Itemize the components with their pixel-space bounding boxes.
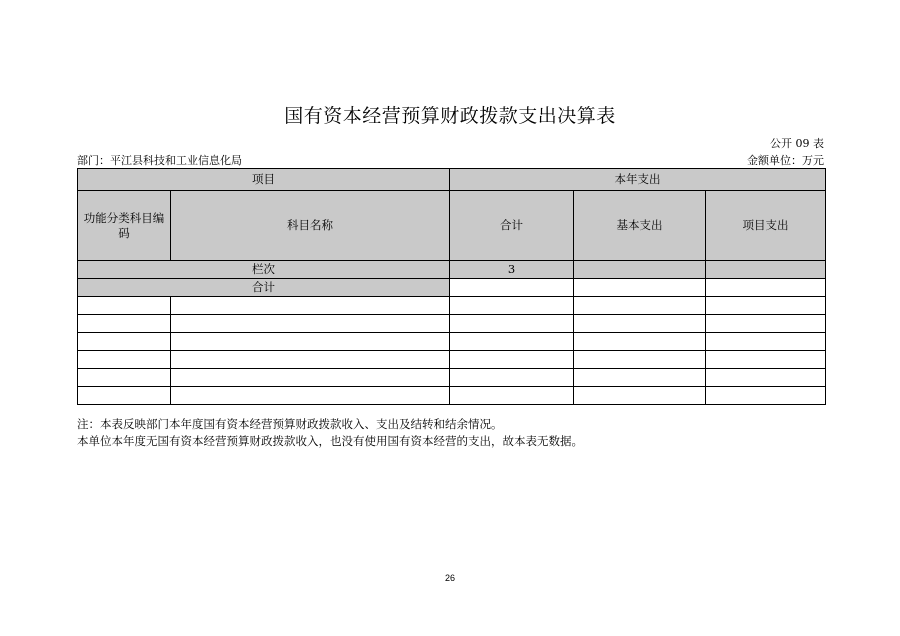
table-cell [78,333,171,351]
table-cell [450,369,574,387]
page-title: 国有资本经营预算财政拨款支出决算表 [284,105,616,127]
header-row-1 [78,169,826,191]
page-number: 26 [444,573,455,583]
table-cell [574,369,706,387]
table-cell [706,351,826,369]
table-cell [706,315,826,333]
table-cell [78,351,171,369]
table-cell [706,369,826,387]
amount-unit-label: 金额单位：万元 [747,154,824,167]
table-cell [450,333,574,351]
total-row-total [450,279,574,297]
table-row [78,297,826,315]
table-cell [78,315,171,333]
total-row-project [706,279,826,297]
column-header-basic: 基本支出 [574,191,706,261]
table-cell [171,297,450,315]
total-row-label: 合计 [78,279,450,297]
table-cell [706,297,826,315]
budget-table [77,168,826,405]
column-number-project [706,261,826,279]
table-cell [450,387,574,405]
header-project: 项目 [78,169,450,191]
total-row-basic [574,279,706,297]
table-cell [450,315,574,333]
total-row [78,279,826,297]
table-cell [574,351,706,369]
table-cell [171,387,450,405]
table-cell [574,387,706,405]
table-cell [78,297,171,315]
table-cell [78,369,171,387]
table-cell [574,333,706,351]
table-cell [574,297,706,315]
column-header-total: 合计 [450,191,574,261]
column-number-total: 3 [450,261,574,279]
table-cell [706,387,826,405]
table-cell [78,387,171,405]
column-header-code: 功能分类科目编码 [78,191,171,261]
table-row [78,351,826,369]
table-cell [171,369,450,387]
form-number: 公开 09 表 [770,137,824,150]
table-cell [171,333,450,351]
header-year-expense: 本年支出 [450,169,826,191]
table-row [78,315,826,333]
department-label: 部门：平江县科技和工业信息化局 [77,154,242,167]
column-header-project: 项目支出 [706,191,826,261]
column-number-basic [574,261,706,279]
table-cell [574,315,706,333]
table-cell [171,351,450,369]
header-row-2 [78,191,826,261]
column-number-row [78,261,826,279]
table-row [78,333,826,351]
table-cell [450,297,574,315]
column-number-label: 栏次 [78,261,450,279]
table-cell [450,351,574,369]
table-cell [171,315,450,333]
column-header-name: 科目名称 [171,191,450,261]
table-note: 注：本表反映部门本年度国有资本经营预算财政拨款收入、支出及结转和结余情况。 [77,417,503,431]
table-row [78,387,826,405]
table-row [78,369,826,387]
table-cell [706,333,826,351]
no-data-note: 本单位本年度无国有资本经营预算财政拨款收入，也没有使用国有资本经营的支出，故本表无数据。 [77,434,583,448]
